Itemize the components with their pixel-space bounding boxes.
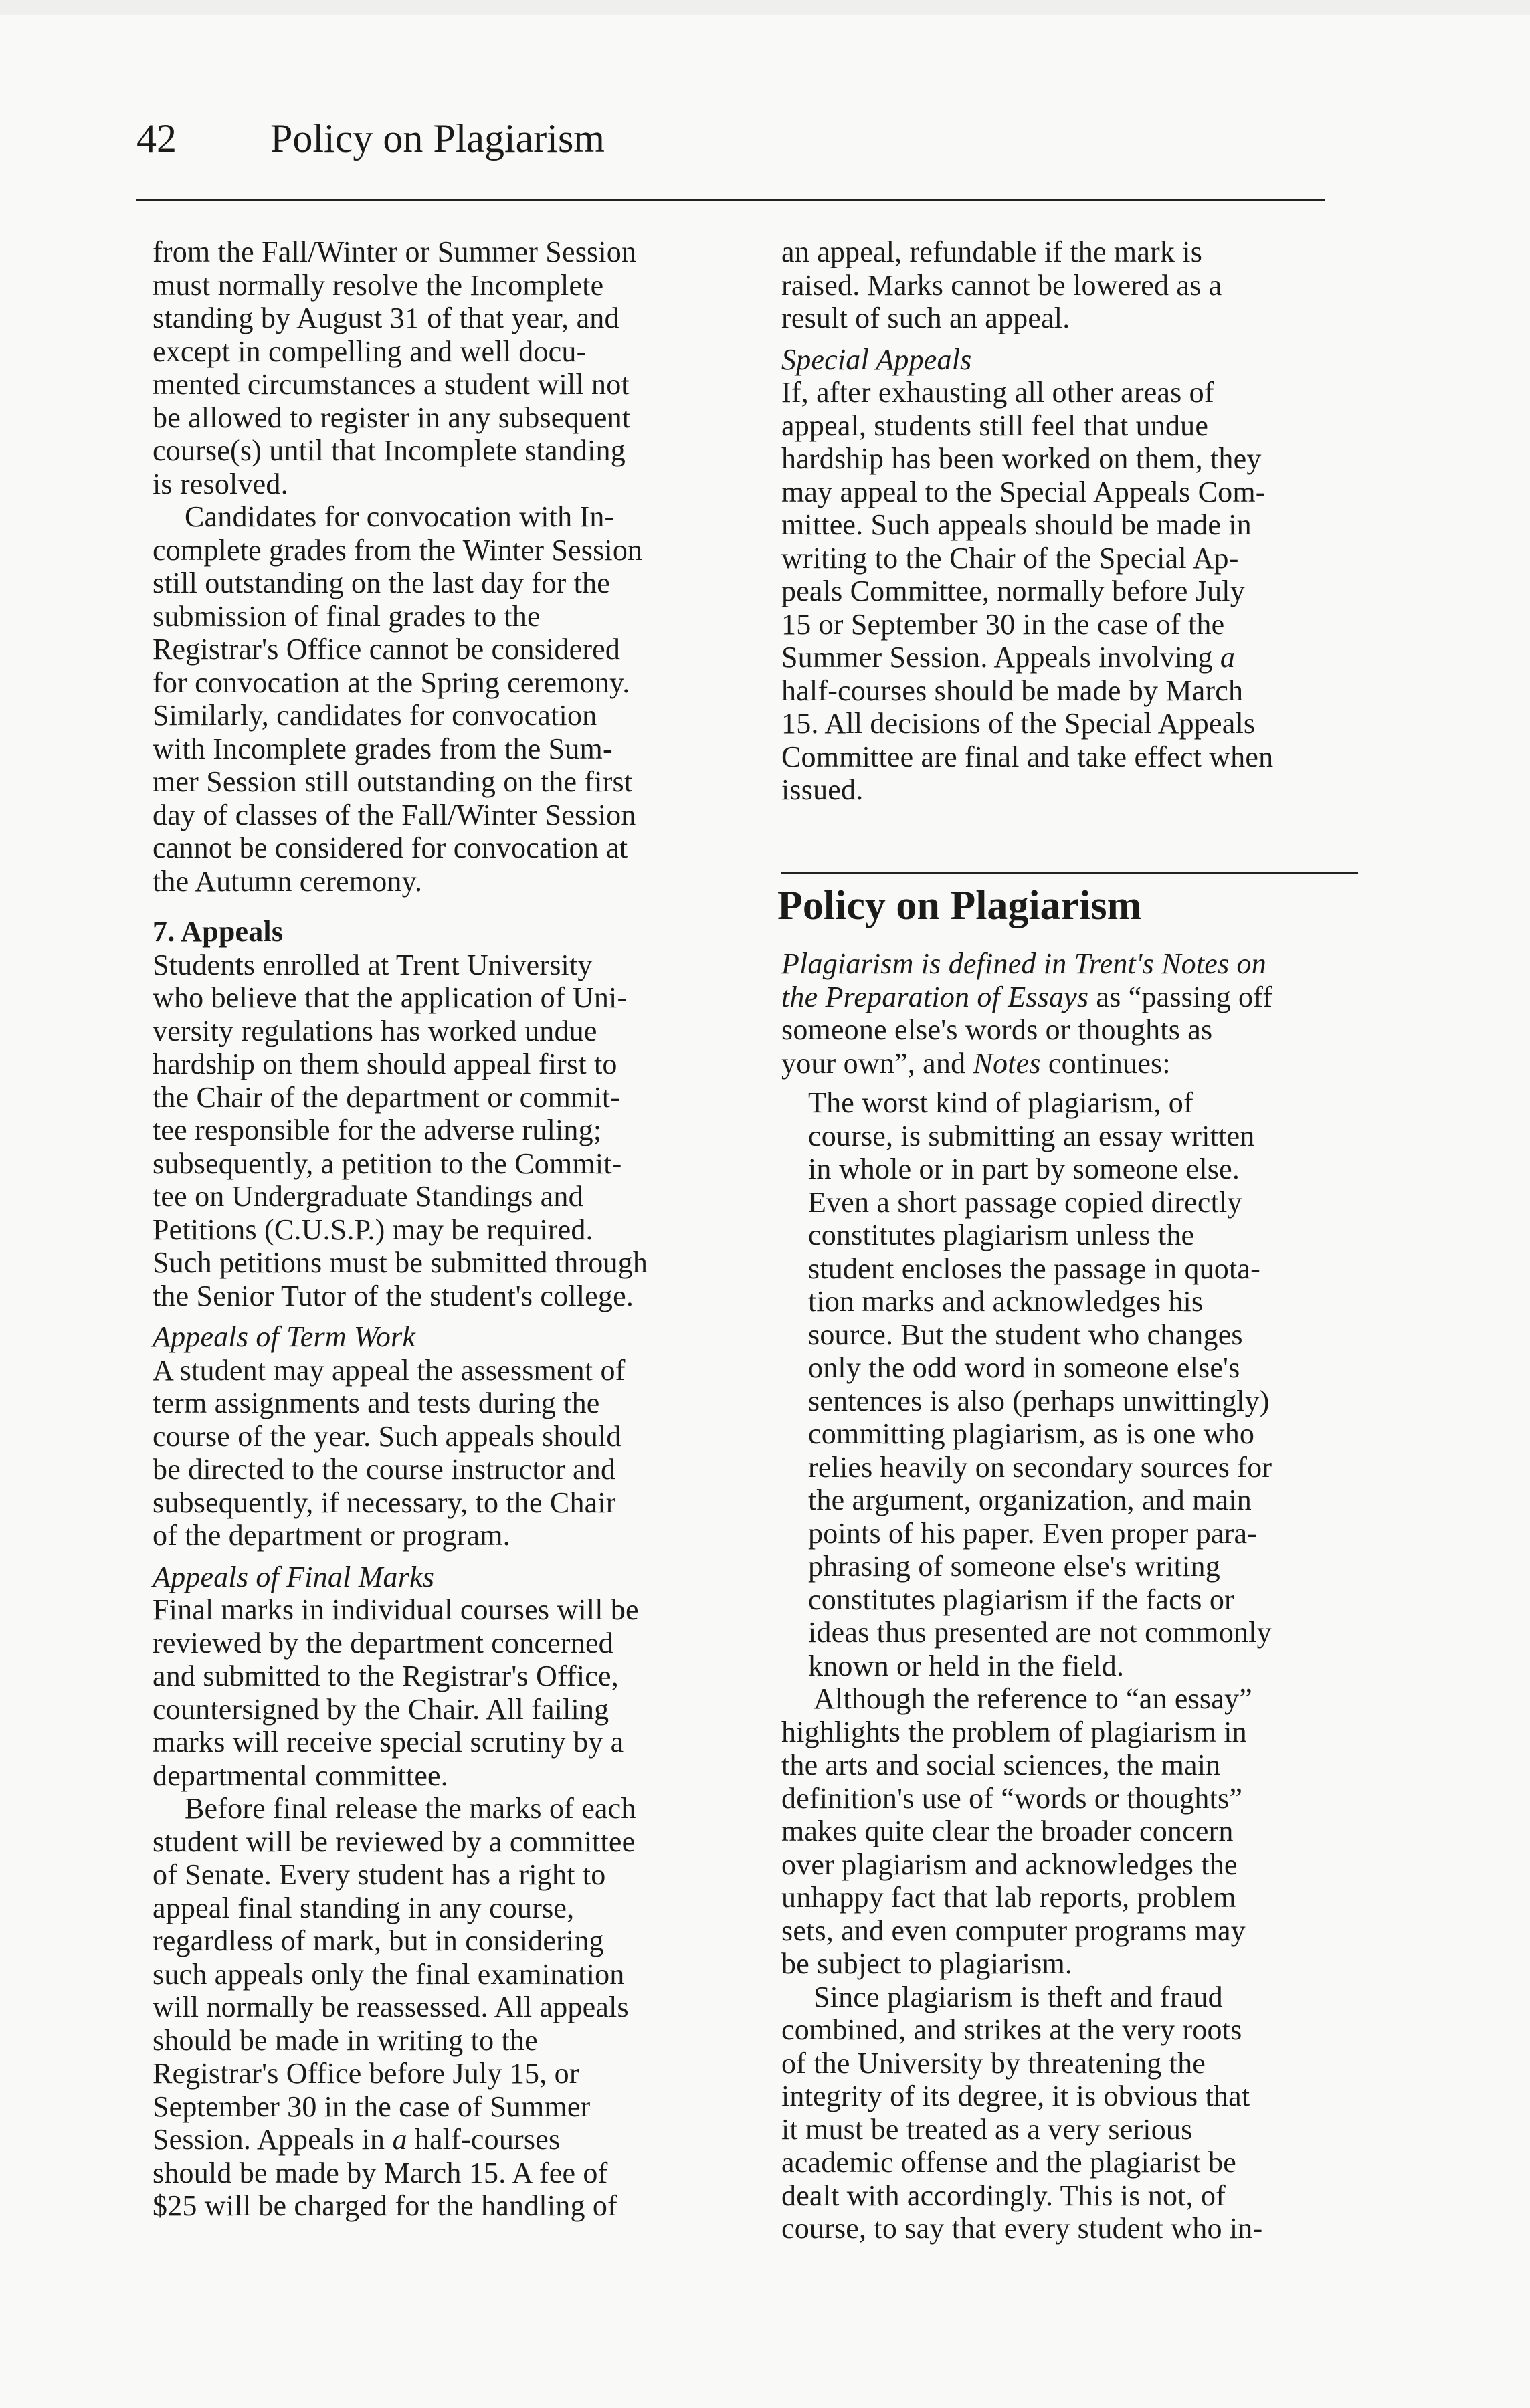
text-line: the Senior Tutor of the student's college. (153, 1279, 634, 1312)
paragraph (153, 948, 728, 1313)
page-number: 42 (136, 116, 177, 161)
text-line: Before final release the marks of each (185, 1792, 636, 1825)
text-run-italic: Notes (973, 1046, 1041, 1080)
text-line: committing plagiarism, as is one who (808, 1417, 1255, 1450)
text-line: in whole or in part by someone else. (808, 1152, 1240, 1185)
text-line (781, 981, 1363, 1014)
text-line: cannot be considered for convocation at (153, 831, 628, 864)
text-line: reviewed by the department concerned (153, 1626, 613, 1660)
text-line: submission of final grades to the (153, 599, 541, 633)
text-line: the arts and social sciences, the main (781, 1748, 1221, 1781)
text-line: Students enrolled at Trent University (153, 948, 593, 981)
paragraph (153, 1354, 728, 1552)
section-heading-appeals: 7. Appeals (153, 915, 284, 948)
text-line: tee on Undergraduate Standings and (153, 1180, 583, 1213)
text-line: over plagiarism and acknowledges the (781, 1847, 1238, 1881)
text-line: $25 will be charged for the handling of (153, 2189, 617, 2222)
text-line: definition's use of “words or thoughts” (781, 1781, 1243, 1815)
text-line: regardless of mark, but in considering (153, 1924, 604, 1957)
running-title: Policy on Plagiarism (270, 116, 605, 161)
text-line: with Incomplete grades from the Sum- (153, 732, 613, 765)
text-line: complete grades from the Winter Session (153, 533, 643, 567)
text-line: combined, and strikes at the very roots (781, 2013, 1242, 2046)
paragraph (781, 376, 1363, 807)
text-line: will normally be reassessed. All appeals (153, 1991, 629, 2023)
text-line: be subject to plagiarism. (781, 1947, 1073, 1980)
text-line: If, after exhausting all other areas of (781, 376, 1214, 409)
text-line (781, 641, 1363, 674)
text-line: result of such an appeal. (781, 302, 1070, 334)
spacer (781, 335, 1363, 343)
text-run-italic: a (1220, 641, 1236, 674)
text-line: points of his paper. Even proper para- (808, 1516, 1258, 1550)
text-line: sets, and even computer programs may (781, 1914, 1246, 1947)
text-line: departmental committee. (153, 1759, 448, 1792)
text-run: as “passing off (1088, 980, 1273, 1013)
text-line: subsequently, if necessary, to the Chair (153, 1486, 616, 1519)
text-line: and submitted to the Registrar's Office, (153, 1660, 619, 1692)
section-title: Policy on Plagiarism (777, 883, 1142, 928)
text-line: may appeal to the Special Appeals Com- (781, 475, 1266, 508)
page-header (136, 115, 605, 162)
text-line: source. But the student who changes (808, 1318, 1243, 1351)
text-line: phrasing of someone else's writing (808, 1550, 1220, 1583)
text-line: half-courses should be made by March (781, 674, 1244, 707)
spacer (153, 1552, 728, 1561)
text-line: makes quite clear the broader concern (781, 1815, 1234, 1847)
text-line (781, 1047, 1363, 1080)
text-line: peals Committee, normally before July (781, 575, 1245, 607)
text-run: Session. Appeals in (153, 2123, 393, 2156)
text-line: an appeal, refundable if the mark is (781, 235, 1203, 268)
text-line: who believe that the application of Uni- (153, 981, 628, 1014)
text-run: half-courses (407, 2123, 561, 2156)
text-line: constitutes plagiarism if the facts or (808, 1583, 1234, 1616)
text-line: be allowed to register in any subsequent (153, 401, 631, 434)
text-line: Petitions (C.U.S.P.) may be required. (153, 1213, 593, 1246)
paragraph (153, 1792, 728, 2223)
text-line: except in compelling and well docu- (153, 334, 587, 368)
right-column-bottom (781, 947, 1363, 2245)
right-column-top (781, 235, 1363, 807)
paragraph (153, 500, 728, 898)
text-line (153, 2123, 728, 2156)
text-line: tee responsible for the adverse ruling; (153, 1114, 602, 1146)
text-line: subsequently, a petition to the Commit- (153, 1146, 622, 1180)
text-line: standing by August 31 of that year, and (153, 302, 619, 334)
text-line: Committee are final and take effect when (781, 740, 1274, 773)
text-line: student encloses the passage in quota- (808, 1251, 1260, 1285)
text-line: should be made by March 15. A fee of (153, 2156, 608, 2189)
text-line: Since plagiarism is theft and fraud (814, 1980, 1223, 2013)
intro-paragraph (781, 947, 1363, 1080)
text-line: the argument, organization, and main (808, 1484, 1252, 1516)
text-line: be directed to the course instructor and (153, 1453, 616, 1486)
text-line: integrity of its degree, it is obvious that (781, 2080, 1250, 2112)
text-line: course, is submitting an essay written (808, 1119, 1255, 1152)
text-line: only the odd word in someone else's (808, 1351, 1240, 1384)
paragraph (781, 1981, 1363, 2245)
text-line: marks will receive special scrutiny by a (153, 1726, 624, 1759)
text-line: dealt with accordingly. This is not, of (781, 2179, 1226, 2212)
header-rule (136, 199, 1325, 201)
text-line: versity regulations has worked undue (153, 1014, 597, 1047)
block-quote (781, 1086, 1363, 1682)
text-line: course of the year. Such appeals should (153, 1419, 621, 1453)
text-line: hardship on them should appeal first to (153, 1047, 617, 1080)
text-line: Although the reference to “an essay” (814, 1682, 1252, 1715)
text-line: Plagiarism is defined in Trent's Notes on (781, 947, 1266, 980)
paragraph (781, 1682, 1363, 1981)
text-line: course, to say that every student who in- (781, 2212, 1263, 2245)
text-line: September 30 in the case of Summer (153, 2090, 591, 2123)
text-line: hardship has been worked on them, they (781, 442, 1262, 475)
text-line: should be made in writing to the (153, 2023, 538, 2057)
text-line: writing to the Chair of the Special Ap- (781, 541, 1239, 575)
text-line: Such petitions must be submitted through (153, 1246, 648, 1279)
text-line: issued. (781, 773, 864, 806)
subheading-term-work: Appeals of Term Work (153, 1320, 416, 1353)
text-line: must normally resolve the Incomplete (153, 268, 604, 302)
text-line: from the Fall/Winter or Summer Session (153, 235, 637, 268)
text-line: student will be reviewed by a committee (153, 1825, 636, 1858)
text-run: Summer Session. Appeals involving (781, 641, 1220, 674)
text-line: Similarly, candidates for convocation (153, 699, 597, 732)
text-run: continues: (1040, 1046, 1171, 1080)
spacer (153, 1312, 728, 1320)
left-column (153, 235, 728, 2223)
text-line: it must be treated as a very serious (781, 2112, 1193, 2146)
text-line: of Senate. Every student has a right to (153, 1858, 606, 1891)
text-line: known or held in the field. (808, 1649, 1125, 1682)
text-line: raised. Marks cannot be lowered as a (781, 268, 1222, 302)
text-line: Candidates for convocation with In- (185, 500, 615, 533)
text-run: your own”, and (781, 1046, 973, 1080)
document-page (0, 15, 1530, 2408)
text-line: of the University by threatening the (781, 2046, 1206, 2080)
text-line: day of classes of the Fall/Winter Session (153, 798, 636, 831)
spacer (153, 898, 728, 915)
text-line: relies heavily on secondary sources for (808, 1450, 1272, 1484)
paragraph (781, 235, 1363, 335)
subheading-final-marks: Appeals of Final Marks (153, 1560, 435, 1593)
text-line: for convocation at the Spring ceremony. (153, 666, 630, 699)
text-line: of the department or program. (153, 1519, 510, 1552)
text-line: is resolved. (153, 467, 288, 500)
text-line: academic offense and the plagiarist be (781, 2146, 1236, 2179)
text-line: unhappy fact that lab reports, problem (781, 1881, 1236, 1914)
text-line: mittee. Such appeals should be made in (781, 508, 1252, 541)
text-line: someone else's words or thoughts as (781, 1013, 1213, 1046)
text-line: A student may appeal the assessment of (153, 1353, 626, 1387)
paragraph (153, 235, 728, 500)
text-line: term assignments and tests during the (153, 1387, 600, 1419)
text-line: ideas thus presented are not commonly (808, 1616, 1272, 1649)
text-line: The worst kind of plagiarism, of (808, 1086, 1193, 1119)
text-line: Final marks in individual courses will be (153, 1593, 639, 1626)
text-line: Registrar's Office cannot be considered (153, 633, 621, 666)
section-rule (781, 872, 1358, 874)
text-line: mented circumstances a student will not (153, 368, 630, 401)
text-line: course(s) until that Incomplete standing (153, 434, 626, 467)
text-line: countersigned by the Chair. All failing (153, 1692, 609, 1726)
text-line: highlights the problem of plagiarism in (781, 1715, 1247, 1748)
paragraph (153, 1593, 728, 1792)
subheading-special-appeals: Special Appeals (781, 342, 972, 376)
text-line: 15. All decisions of the Special Appeals (781, 707, 1256, 740)
text-line: sentences is also (perhaps unwittingly) (808, 1384, 1270, 1417)
text-line: still outstanding on the last day for the (153, 567, 610, 599)
text-line: Registrar's Office before July 15, or (153, 2057, 579, 2090)
text-line: the Chair of the department or commit- (153, 1080, 621, 1114)
text-line: mer Session still outstanding on the first (153, 765, 633, 798)
text-run-italic: the Preparation of Essays (781, 980, 1089, 1013)
text-line: Even a short passage copied directly (808, 1185, 1242, 1219)
text-line: tion marks and acknowledges his (808, 1285, 1204, 1318)
text-line: appeal final standing in any course, (153, 1891, 575, 1924)
text-line: the Autumn ceremony. (153, 864, 423, 898)
text-line: appeal, students still feel that undue (781, 409, 1209, 442)
text-run-italic: a (392, 2123, 407, 2156)
text-line: 15 or September 30 in the case of the (781, 607, 1225, 641)
text-line: constitutes plagiarism unless the (808, 1219, 1195, 1251)
text-line: such appeals only the final examination (153, 1957, 625, 1991)
